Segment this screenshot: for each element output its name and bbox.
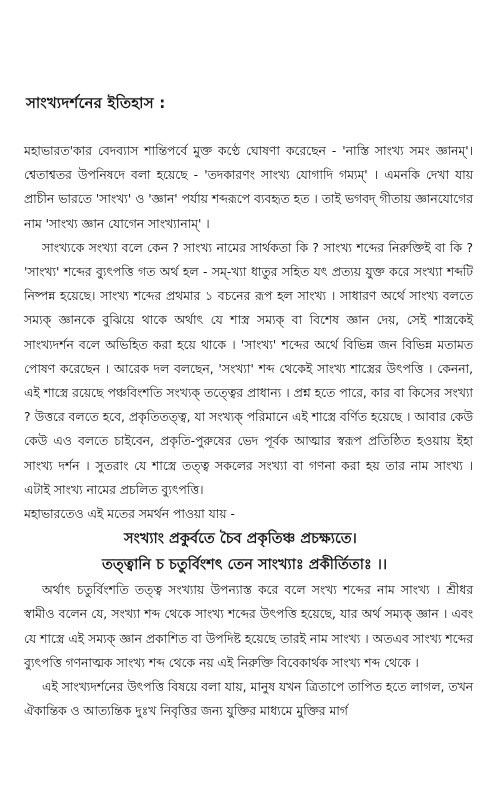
verse-line-2: তত্ত্বানি চ চতুর্বিংশৎ তেন সাংখ্যাঃ প্রকীর্তিতাঃ ।। [102,556,388,574]
paragraph-3: মহাভারতেও এই মতের সমর্থন পাওয়া যায় - [24,507,235,522]
paragraph-2: সাংখ্যকে সংখ্যা বলে কেন ? সাংখ্য নামের সার্থকতা কি ? সাংখ্য শব্দের নিরুক্তিই বা কি ? 'সাংখ্য' শব্দের ব্যুৎপত্তি গত অর্থ হল - সম্-খ্যা ধাতুর সহিত যৎ প্রত্যয় যুক্ত করে সংখ্যা শব্দটি নিষ্পন্ন হয়েছে। সাংখ্য শব্দের প্রথমার ১ বচনের রূপ হল সাংখ্য । সাধারণ অর্থে সাংখ্য বলতে সম্যক্ জ্ঞানকে বুঝিয়ে থাকে অর্থাৎ যে শাস্ত্র সম্যক্ বা বিশেষ জ্ঞান দেয়, সেই শাস্ত্রকেই সাংখ্যদর্শন বলে অভিহিত করা হয়ে থাকে । 'সাংখ্য' শব্দের অর্থে বিভিন্ন জন বিভিন্ন মতামত পোষণ করেছেন । আরেক দল বলছেন, 'সংখ্যা' শব্দ থেকেই সাংখ্য শাস্ত্রের উৎপত্তি । কেননা, এই শাস্ত্রে রয়েছে পঞ্চবিংশতি সংখ্যক্ তত্ত্বের প্রাধান্য । প্রশ্ন হতে পারে, কার বা কিসের সংখ্যা ? উত্তরে বলতে হবে, প্রকৃতিতত্ত্ব, যা সংখ্যক্ পরিমানে এই শাস্ত্রে বর্ণিত হয়েছে । আবার কেউ কেউ এও বলতে চাইবেন, প্রকৃতি-পুরুষের ভেদ পূর্বক আত্মার স্বরূপ প্রতিষ্ঠিত হওয়ায় ইহা সাংখ্য দর্শন । সুতরাং যে শাস্ত্রে তত্ত্ব সকলের সংখ্যা বা গণনা করা হয় তার নাম সাংখ্য । এটাই সাংখ্য নামের প্রচলিত ব্যুৎপত্তি। [24,240,473,497]
paragraph-1: মহাভারত'কার বেদব্যাস শান্তিপর্বে মুক্ত কণ্ঠে ঘোষণা করেছেন - 'নাস্তি সাংখ্য সমং জ্ঞানম্'। শ্বেতাশ্বতর উপনিষদে বলা হয়েছে - 'তদকারণং সাংখ্য যোগাদি গম্যম্' । এমনকি দেখা যায় প্রাচীন ভারতে 'সাংখ্য' ও 'জ্ঞান' পর্যায় শব্দরূপে ব্যবহৃত হত । তাই ভগবদ্ গীতায় জ্ঞানযোগের নাম 'সাংখ্য জ্ঞান যোগেন সাংখ্যানাম্' । [24,144,473,231]
paragraph-4: অর্থাৎ চতুর্বিংশতি তত্ত্ব সংখ্যায় উপন্যাস্ত করে বলে সংখ্য শব্দের নাম সাংখ্য । শ্রীধর স্বামীও বলেন যে, সংখ্যা শব্দ থেকে সাংখ্য শব্দের উৎপত্তি হয়েছে, যার অর্থ সম্যক্ জ্ঞান । এবং যে শাস্ত্রে এই সম্যক্ জ্ঞান প্রকাশিত বা উপদিষ্ট হয়েছে তারই নাম সাংখ্য । অতএব সাংখ্য শব্দের ব্যুৎপত্তি গণনাত্মক সাংখ্য শব্দ থেকে নয় এই নিরুক্তি বিবেকার্থক সাংখ্য শব্দ থেকে । [24,583,473,670]
verse-line-1: সংখ্যাং প্রকুর্বতে চৈব প্রকৃতিঞ্চ প্রচক্ষ্যতে। [124,530,357,548]
section-heading: সাংখ্যদর্শনের ইতিহাস : [26,94,166,112]
paragraph-5: এই সাংখ্যদর্শনের উৎপত্তি বিষয়ে বলা যায়, মানুষ যখন ত্রিতাপে তাপিত হতে লাগল, তখন ঐকান্তিক ও আত্যন্তিক দুঃখ নিবৃত্তির জন্য যুক্তির মাধ্যমে মুক্তির মার্গ [24,680,473,719]
